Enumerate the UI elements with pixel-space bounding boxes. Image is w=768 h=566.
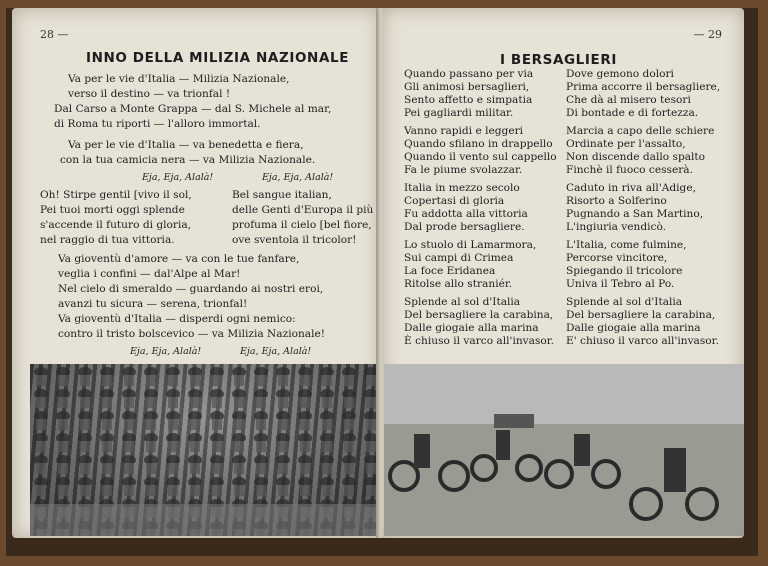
verse-line: ove sventola il tricolor! bbox=[232, 234, 357, 246]
verse-line: di Roma tu riporti — l'alloro immortal. bbox=[54, 118, 261, 130]
verse-line: Finchè il fuoco cesserà. bbox=[566, 164, 693, 176]
verse-line: L'ingiuria vendicò. bbox=[566, 221, 667, 233]
verse-line: Nel cielo di smeraldo — guardando ai nostri eroi, bbox=[58, 283, 324, 295]
verse-column-left bbox=[40, 188, 192, 248]
verse-line: Sui campi di Crimea bbox=[404, 252, 514, 264]
stanza-1 bbox=[54, 72, 332, 132]
verse-line: Ordinate per l'assalto, bbox=[566, 138, 686, 150]
verse-line: Percorse vincitore, bbox=[566, 252, 668, 264]
verse-line: veglia i confini — dal'Alpe al Mar! bbox=[58, 268, 241, 280]
verse-line: verso il destino — va trionfal ! bbox=[68, 88, 231, 100]
verse-line: È chiuso il varco all'invasor. bbox=[404, 335, 555, 347]
verse-line: profuma il cielo [bel fiore, bbox=[232, 219, 372, 231]
motorcycle-troops-illustration bbox=[384, 364, 744, 536]
verse-line: Italia in mezzo secolo bbox=[404, 182, 520, 194]
verse-line: Lo stuolo di Lamarmora, bbox=[404, 239, 537, 251]
verse-line: Splende al sol d'Italia bbox=[566, 296, 683, 308]
verse-line: E' chiuso il varco all'invasor. bbox=[566, 335, 719, 347]
refrain-1a: Eja, Eja, Alalà! bbox=[142, 172, 214, 183]
refrain-2b: Eja, Eja, Alalà! bbox=[240, 346, 312, 357]
verse-line: Sento affetto e simpatia bbox=[404, 94, 533, 106]
verse-line: Prima accorre il bersagliere, bbox=[566, 81, 721, 93]
verse-line: Che dà al misero tesori bbox=[566, 94, 691, 106]
verse-line: Risorto a Solferino bbox=[566, 195, 667, 207]
verse-line: Marcia a capo delle schiere bbox=[566, 125, 715, 137]
verse-line: Fu addotta alla vittoria bbox=[404, 208, 528, 220]
stanza-4 bbox=[58, 312, 325, 342]
verse-line: s'accende il futuro di gloria, bbox=[40, 219, 192, 231]
verse-column-right bbox=[566, 68, 720, 348]
verse-line: Dal Carso a Monte Grappa — dal S. Michele al mar, bbox=[54, 103, 332, 115]
verse-line: Del bersagliere la carabina, bbox=[566, 309, 716, 321]
verse-line: Copertasi di gloria bbox=[404, 195, 505, 207]
stanza-3 bbox=[58, 252, 323, 312]
verse-line: Va gioventù d'Italia — disperdi ogni nemico: bbox=[58, 313, 296, 325]
verse-line: Dal prode bersagliere. bbox=[404, 221, 525, 233]
verse-line: Oh! Stirpe gentil [vivo il sol, bbox=[40, 189, 192, 201]
verse-line: Splende al sol d'Italia bbox=[404, 296, 521, 308]
page-number-right: — 29 bbox=[693, 28, 722, 41]
verse-line: delle Genti d'Europa il più bbox=[232, 204, 374, 216]
verse-line: Fa le piume svolazzar. bbox=[404, 164, 523, 176]
verse-line: Pei gagliardi militar. bbox=[404, 107, 514, 119]
right-page-title: I BERSAGLIERI bbox=[500, 52, 617, 68]
verse-line: Va per le vie d'Italia — va benedetta e fiera, bbox=[68, 139, 304, 151]
left-page-title: INNO DELLA MILIZIA NAZIONALE bbox=[86, 50, 350, 66]
verse-line: Spiegando il tricolore bbox=[566, 265, 683, 277]
verse-line: Va gioventù d'amore — va con le tue fanfare, bbox=[58, 253, 300, 265]
photo-motorcycle-bersaglieri bbox=[384, 364, 744, 536]
page-number-left: 28 — bbox=[40, 28, 69, 41]
verse-line: Quando passano per via bbox=[404, 68, 534, 80]
verse-line: contro il tristo bolscevico — va Milizia Nazionale! bbox=[58, 328, 326, 340]
verse-line: Va per le vie d'Italia — Milizia Nazionale, bbox=[68, 73, 290, 85]
right-page bbox=[382, 8, 744, 538]
verse-line: Univa il Tebro al Po. bbox=[566, 278, 675, 290]
verse-line: Non discende dallo spalto bbox=[566, 151, 706, 163]
verse-line: nel raggio di tua vittoria. bbox=[40, 234, 175, 246]
verse-line: Pei tuoi morti oggi splende bbox=[40, 204, 185, 216]
verse-column-left bbox=[404, 68, 557, 348]
verse-line: Dalle giogaie alla marina bbox=[404, 322, 539, 334]
verse-column-right bbox=[232, 188, 373, 248]
verse-line: Pugnando a San Martino, bbox=[566, 208, 704, 220]
verse-line: La foce Eridanea bbox=[404, 265, 496, 277]
verse-line: avanzi tu sicura — serena, trionfal! bbox=[58, 298, 248, 310]
verse-line: Bel sangue italian, bbox=[232, 189, 332, 201]
left-page bbox=[12, 8, 380, 538]
verse-line: Quando il vento sul cappello bbox=[404, 151, 557, 163]
verse-line: con la tua camicia nera — va Milizia Nazionale. bbox=[60, 154, 316, 166]
verse-line: Dalle giogaie alla marina bbox=[566, 322, 701, 334]
verse-line: Di bontade e di fortezza. bbox=[566, 107, 699, 119]
verse-line: L'Italia, come fulmine, bbox=[566, 239, 687, 251]
verse-line: Gli animosi bersaglieri, bbox=[404, 81, 530, 93]
verse-line: Ritolse allo straniér. bbox=[404, 278, 513, 290]
refrain-2a: Eja, Eja, Alalà! bbox=[130, 346, 202, 357]
stanza-2 bbox=[60, 138, 316, 168]
marching-soldiers-illustration bbox=[30, 364, 380, 536]
verse-line: Caduto in riva all'Adige, bbox=[566, 182, 696, 194]
verse-line: Del bersagliere la carabina, bbox=[404, 309, 554, 321]
refrain-1b: Eja, Eja, Alalà! bbox=[262, 172, 334, 183]
photo-marching-militia bbox=[30, 364, 380, 536]
verse-line: Quando sfilano in drappello bbox=[404, 138, 553, 150]
verse-line: Dove gemono dolori bbox=[566, 68, 674, 80]
verse-line: Vanno rapidi e leggeri bbox=[404, 125, 524, 137]
